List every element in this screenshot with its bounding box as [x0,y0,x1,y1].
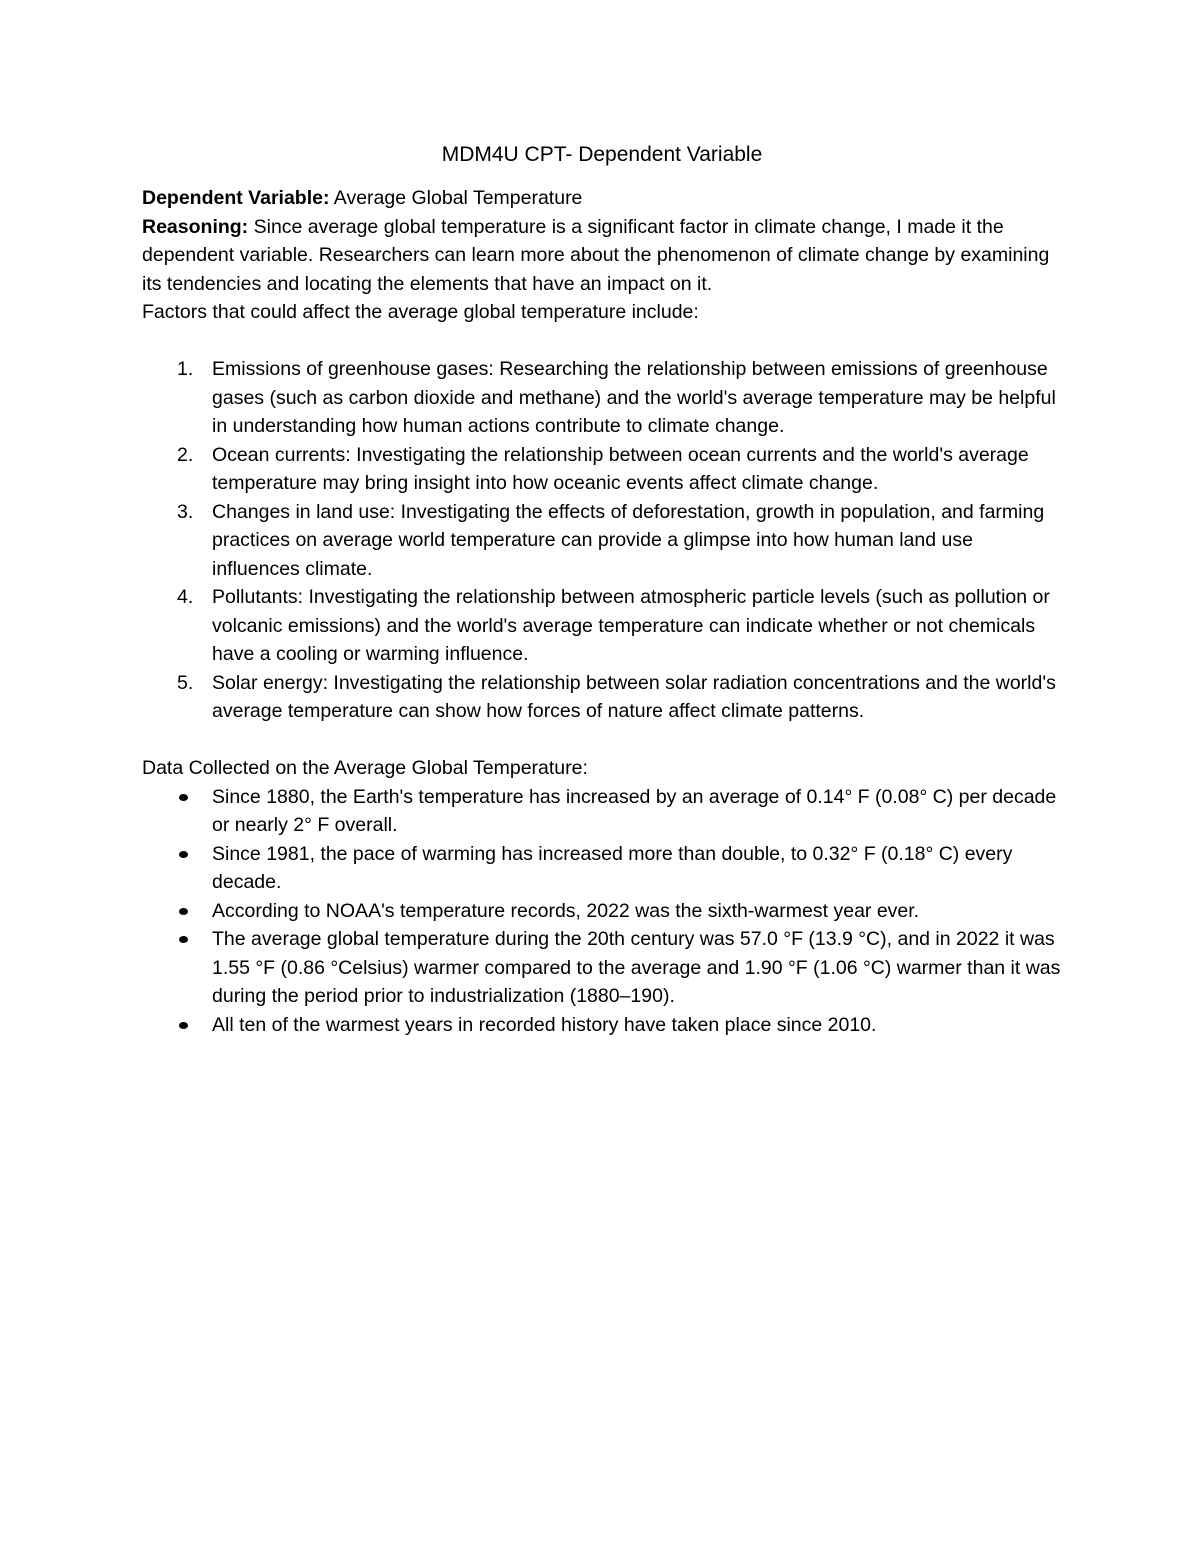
spacer [142,327,1062,356]
bullet-icon [179,908,188,915]
list-number: 5. [177,671,194,694]
list-item [142,355,1062,441]
document-title: MDM4U CPT- Dependent Variable [441,143,763,166]
list-item-text: Since 1981, the pace of warming has increased more than double, to 0.32° F (0.18° C) every decade. [212,842,1013,893]
document-body [142,140,1062,1039]
list-item-text: Pollutants: Investigating the relationship between atmospheric particle levels (such as pollution or volcanic emissions) and the world's average temperature can indicate whether or not chemicals have a cooling or warming influence. [212,586,1050,665]
list-item-text: Changes in land use: Investigating the effects of deforestation, growth in population, and farming practices on average world temperature can provide a glimpse into how human land use influences climate. [212,500,1045,580]
factors-list [142,355,1062,726]
list-item-text: Since 1880, the Earth's temperature has increased by an average of 0.14° F (0.08° C) per decade or nearly 2° F overall. [212,785,1057,836]
dependent-variable-label: Dependent Variable: [142,187,330,209]
list-number: 4. [177,586,194,608]
bullet-icon [179,851,188,858]
spacer [142,726,1062,755]
data-list [142,783,1062,1040]
list-number: 1. [177,358,194,380]
reasoning-paragraph [142,213,1062,299]
list-item [142,583,1062,669]
list-item [142,783,1062,840]
list-item [142,897,1062,926]
bullet-icon [179,1022,188,1029]
list-item [142,1011,1062,1040]
list-item [142,498,1062,584]
factors-intro: Factors that could affect the average global temperature include: [142,301,699,323]
data-intro: Data Collected on the Average Global Temperature: [142,757,588,779]
list-item-text: Ocean currents: Investigating the relationship between ocean currents and the world's average temperature may bring insight into how oceanic events affect climate change. [212,443,1029,494]
list-item-text: All ten of the warmest years in recorded history have taken place since 2010. [212,1013,877,1036]
list-item [142,925,1062,1011]
list-item [142,669,1062,726]
list-item-text: According to NOAA's temperature records, 2022 was the sixth-warmest year ever. [212,899,920,922]
list-item-text: Solar energy: Investigating the relationship between solar radiation concentrations and the world's average temperature can show how forces of nature affect climate patterns. [212,671,1056,722]
reasoning-text: Since average global temperature is a significant factor in climate change, I made it the dependent variable. Researchers can learn more about the phenomenon of climate change by examining its tendencies and locating the elements that have an impact on it. [142,215,1050,295]
list-number: 2. [177,443,194,466]
list-item [142,840,1062,897]
list-item [142,441,1062,498]
bullet-icon [179,794,188,801]
bullet-icon [179,936,188,943]
dependent-variable-line [142,184,1062,213]
list-item-text: The average global temperature during the 20th century was 57.0 °F (13.9 °C), and in 2022 it was 1.55 °F (0.86 °Celsius) warmer compared to the average and 1.90 °F (1.06 °C) warmer than it was during the period prior to industrialization (1880–190). [212,928,1061,1007]
list-item-text: Emissions of greenhouse gases: Researching the relationship between emissions of greenhouse gases (such as carbon dioxide and methane) and the world's average temperature may be helpful in understanding how human actions contribute to climate change. [212,358,1056,437]
dependent-variable-value: Average Global Temperature [329,187,583,209]
list-number: 3. [177,500,194,523]
reasoning-label: Reasoning: [142,215,249,238]
